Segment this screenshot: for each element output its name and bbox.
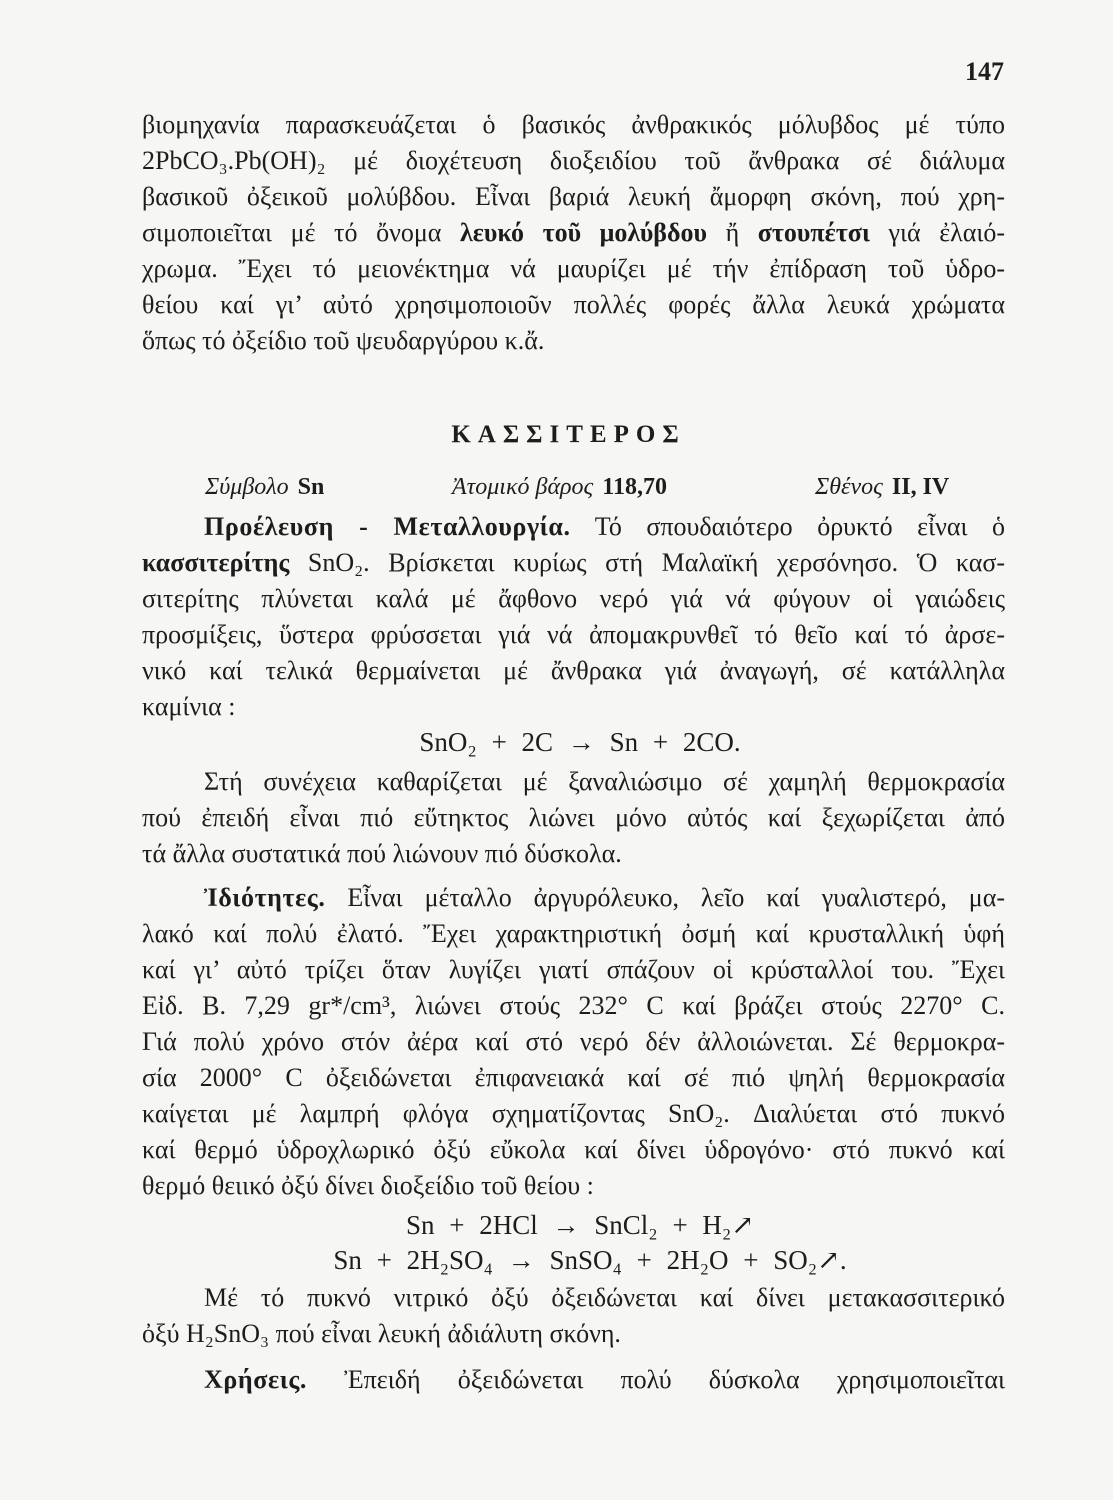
text-run: σιμοποιεῖται μέ τό ὄνομα xyxy=(142,218,460,247)
valence-field xyxy=(815,469,949,505)
text-line xyxy=(142,880,1005,916)
text-line: σία 2000° C ὀξειδώνεται ἐπιφανειακά καί σέ πιό ψηλή θερμοκρασία xyxy=(142,1063,1005,1092)
text-line: Στή συνέχεια καθαρίζεται μέ ξαναλιώσιμο σέ χαμηλή θερμοκρασία xyxy=(204,767,1005,796)
text-line: σιτερίτης πλύνεται καλά μέ ἄφθονο νερό γιά νά φύγουν οἱ γαιώδεις xyxy=(142,584,1005,613)
text-run: Ἐπειδή ὀξειδώνεται πολύ δύσκολα χρησιμοποιεῖται xyxy=(307,1365,1005,1394)
lead-paragraph xyxy=(142,107,1005,359)
text-line: λακό καί πολύ ἐλατό. Ἔχει χαρακτηριστική ὀσμή καί κρυσταλλική ὑφή xyxy=(142,919,1005,948)
section-title: ΚΑΣΣΙΤΕΡΟΣ xyxy=(451,421,686,448)
text-line xyxy=(142,545,1005,581)
paragraph-heading: Χρήσεις. xyxy=(204,1365,308,1394)
text-run: SnO₂. Βρίσκεται κυρίως στή Μαλαϊκή χερσόνησο. Ὁ κασ- xyxy=(289,548,1005,577)
symbol-value: Sn xyxy=(297,474,325,500)
text-line: πού ἐπειδή εἶναι πιό εὔτηκτος λιώνει μόνο αὐτός καί ξεχωρίζεται ἀπό xyxy=(142,803,1005,832)
chemical-equation: Sn + 2HCl → SnCl₂ + H₂↗ xyxy=(406,1210,754,1240)
text-line: καί θερμό ὑδροχλωρικό ὀξύ εὔκολα καί δίνει ὑδρογόνο· στό πυκνό καί xyxy=(142,1135,1005,1164)
text-line: καμίνια : xyxy=(142,692,236,721)
text-run: γιά ἐλαιό- xyxy=(869,218,1005,247)
bold-term: στουπέτσι xyxy=(757,218,870,247)
atomic-weight-field xyxy=(452,469,667,505)
nitric-acid-paragraph xyxy=(142,1280,1005,1352)
paragraph-heading: Ἰδιότητες. xyxy=(204,883,326,912)
symbol-field xyxy=(205,469,324,505)
text-line: ὀξύ H₂SnO₃ πού εἶναι λευκή ἀδιάλυτη σκόνη. xyxy=(142,1319,621,1348)
valence-label: Σθένος xyxy=(815,474,883,500)
text-line xyxy=(142,215,1005,251)
text-line: τά ἄλλα συστατικά πού λιώνουν πιό δύσκολα. xyxy=(142,839,622,868)
text-line: θείου καί γι’ αὐτό χρησιμοποιοῦν πολλές φορές ἄλλα λευκά χρώματα xyxy=(142,290,1005,319)
text-line: προσμίξεις, ὕστερα φρύσσεται γιά νά ἀπομακρυνθεῖ τό θεῖο καί τό ἀρσε- xyxy=(142,620,1005,649)
page-number: 147 xyxy=(965,57,1004,86)
text-line: Γιά πολύ χρόνο στόν ἀέρα καί στό νερό δέν ἀλλοιώνεται. Σέ θερμοκρα- xyxy=(142,1027,1005,1056)
text-run: Εἶναι μέταλλο ἀργυρόλευκο, λεῖο καί γυαλιστερό, μα- xyxy=(325,883,1005,912)
text-line: 2PbCO₃.Pb(OH)₂ μέ διοχέτευση διοξειδίου τοῦ ἄνθρακα σέ διάλυμα xyxy=(142,146,1005,175)
origin-paragraph xyxy=(142,509,1005,725)
text-line: καίγεται μέ λαμπρή φλόγα σχηματίζοντας SnO₂. Διαλύεται στό πυκνό xyxy=(142,1099,1005,1128)
chemical-equation: Sn + 2H₂SO₄ → SnSO₄ + 2H₂O + SO₂↗. xyxy=(333,1245,847,1275)
text-line: χρωμα. Ἔχει τό μειονέκτημα νά μαυρίζει μέ τήν ἐπίδραση τοῦ ὑδρο- xyxy=(142,254,1005,283)
text-line: θερμό θειικό ὀξύ δίνει διοξείδιο τοῦ θείου : xyxy=(142,1171,594,1200)
valence-value: II, IV xyxy=(891,474,950,500)
text-line xyxy=(142,509,1005,545)
atomic-weight-label: Ἀτομικό βάρος xyxy=(452,474,594,500)
text-line: καί γι’ αὐτό τρίζει ὅταν λυγίζει γιατί σπάζουν οἱ κρύσταλλοί του. Ἔχει xyxy=(142,955,1005,984)
text-line: βασικοῦ ὀξεικοῦ μολύβδου. Εἶναι βαριά λευκή ἄμορφη σκόνη, πού χρη- xyxy=(142,182,1005,211)
text-line xyxy=(142,1362,1005,1398)
text-line: ὅπως τό ὀξείδιο τοῦ ψευδαργύρου κ.ἄ. xyxy=(142,326,545,355)
text-line: Μέ τό πυκνό νιτρικό ὀξύ ὀξειδώνεται καί δίνει μετακασσιτερικό xyxy=(204,1283,1005,1312)
symbol-label: Σύμβολο xyxy=(205,474,289,500)
paragraph-heading: Προέλευση - Μεταλλουργία. xyxy=(204,512,571,541)
text-run: ἤ xyxy=(707,218,758,247)
uses-paragraph xyxy=(142,1362,1005,1398)
atomic-weight-value: 118,70 xyxy=(602,474,667,500)
element-info-row xyxy=(142,469,1005,505)
bold-term: κασσιτερίτης xyxy=(142,548,290,577)
bold-term: λευκό τοῦ μολύβδου xyxy=(459,218,708,247)
refining-paragraph xyxy=(142,764,1005,872)
text-line: βιομηχανία παρασκευάζεται ὁ βασικός ἀνθρακικός μόλυβδος μέ τύπο xyxy=(142,110,1005,139)
text-line: Εἰδ. Β. 7,29 gr*/cm³, λιώνει στούς 232° C καί βράζει στούς 2270° C. xyxy=(142,991,1005,1020)
text-run: Τό σπουδαιότερο ὀρυκτό εἶναι ὁ xyxy=(570,512,1005,541)
text-line: νικό καί τελικά θερμαίνεται μέ ἄνθρακα γιά ἀναγωγή, σέ κατάλληλα xyxy=(142,656,1005,685)
properties-paragraph xyxy=(142,880,1005,1204)
chemical-equation: SnO₂ + 2C → Sn + 2CO. xyxy=(419,727,741,757)
